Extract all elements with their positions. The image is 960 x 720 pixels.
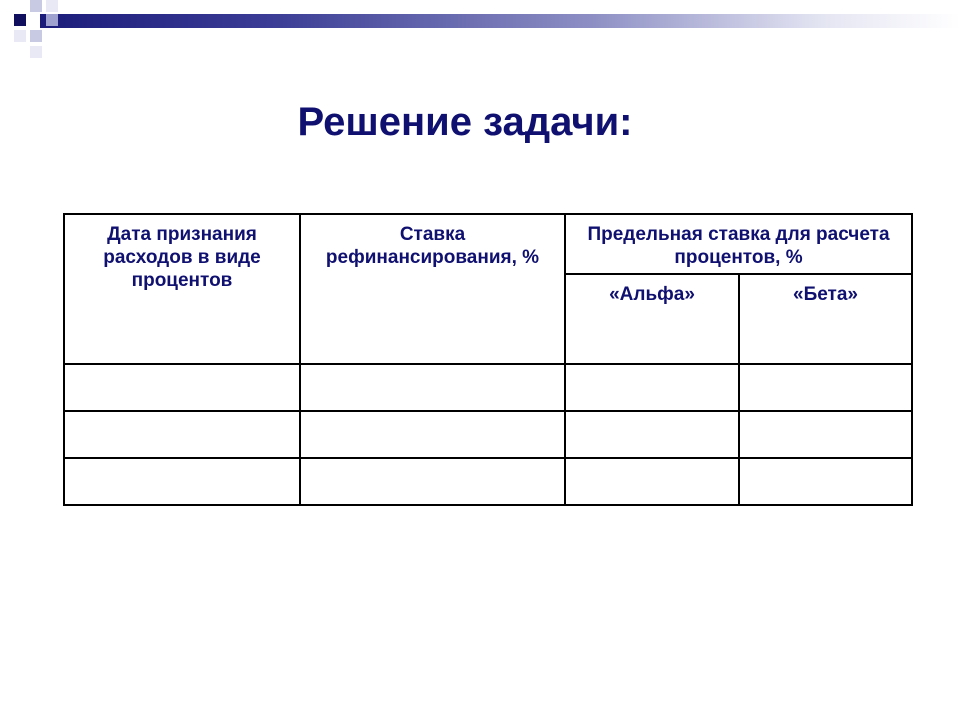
header-gradient-band bbox=[40, 14, 960, 28]
header-refinancing-rate: Ставка рефинансирования, % bbox=[300, 214, 565, 364]
table-cell[interactable] bbox=[300, 364, 565, 411]
decor-square bbox=[46, 14, 58, 26]
table-cell[interactable] bbox=[565, 364, 739, 411]
table-cell[interactable] bbox=[300, 458, 565, 505]
table-cell[interactable] bbox=[64, 411, 300, 458]
table-row bbox=[64, 411, 912, 458]
table-cell[interactable] bbox=[565, 411, 739, 458]
decor-square bbox=[46, 0, 58, 12]
decor-square bbox=[14, 30, 26, 42]
table-cell[interactable] bbox=[739, 458, 912, 505]
table-cell[interactable] bbox=[64, 364, 300, 411]
solution-table bbox=[63, 213, 913, 506]
table-cell[interactable] bbox=[739, 364, 912, 411]
table-row bbox=[64, 364, 912, 411]
table-row bbox=[64, 458, 912, 505]
table-header-row bbox=[64, 214, 912, 274]
decor-square bbox=[30, 30, 42, 42]
header-date: Дата признания расходов в виде процентов bbox=[64, 214, 300, 364]
table-cell[interactable] bbox=[300, 411, 565, 458]
table-cell[interactable] bbox=[64, 458, 300, 505]
header-limit-rate: Предельная ставка для расчета процентов, % bbox=[565, 214, 912, 274]
slide-title: Решение задачи: bbox=[297, 100, 633, 144]
decor-square bbox=[14, 14, 26, 26]
decor-square bbox=[30, 0, 42, 12]
table-cell[interactable] bbox=[565, 458, 739, 505]
table-cell[interactable] bbox=[739, 411, 912, 458]
decor-square bbox=[30, 46, 42, 58]
header-beta: «Бета» bbox=[739, 274, 912, 364]
header-alfa: «Альфа» bbox=[565, 274, 739, 364]
